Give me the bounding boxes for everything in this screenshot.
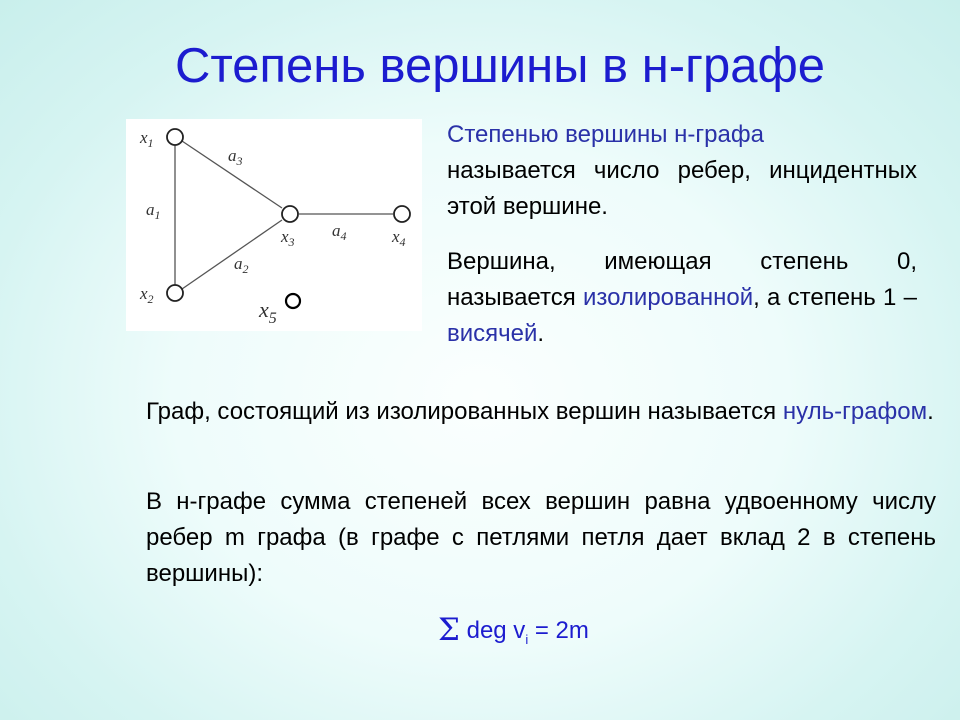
vertex-label-x2: $x_2$ bbox=[140, 284, 154, 306]
isolated-text-3: . bbox=[537, 320, 545, 347]
degree-sum-theorem: В н-графе сумма степеней всех вершин равна удвоенному числу ребер m графа (в графе с петлями петля дает вклад 2 в степень вершины): bbox=[146, 488, 936, 587]
sigma-symbol: Σ bbox=[438, 612, 460, 648]
edge-label-a2: $a_2$ bbox=[234, 254, 249, 276]
term-isolated: изолированной bbox=[582, 284, 754, 311]
vertex-label-x3: $x_3$ bbox=[281, 227, 295, 249]
vertex-x5 bbox=[286, 294, 300, 308]
null-graph-text-1: Граф, состоящий из изолированных вершин называется bbox=[146, 398, 777, 425]
vertex-x3 bbox=[282, 206, 298, 222]
degree-sum-formula bbox=[438, 612, 589, 648]
isolated-text-1: Вершина, имеющая степень 0, называется bbox=[447, 248, 917, 311]
page-title: Степень вершины в н-графе bbox=[174, 39, 826, 93]
edge-a2 bbox=[182, 220, 282, 289]
formula-subscript: i bbox=[525, 631, 529, 647]
vertex-label-x4: $x_4$ bbox=[392, 227, 406, 249]
definition-null-graph bbox=[146, 394, 936, 430]
null-graph-text-2: . bbox=[927, 398, 934, 425]
edge-label-a3: $a_3$ bbox=[228, 146, 243, 168]
vertex-x1 bbox=[167, 129, 183, 145]
vertex-label-x5: $x_5$ bbox=[259, 297, 277, 327]
vertex-x4 bbox=[394, 206, 410, 222]
vertex-x2 bbox=[167, 285, 183, 301]
graph-diagram bbox=[126, 119, 422, 331]
isolated-text-2: , а степень 1 – bbox=[753, 284, 918, 311]
definition-isolated-pendant bbox=[447, 244, 917, 352]
definition-degree-text: называется число ребер, инцидентных этой вершине. bbox=[447, 157, 917, 220]
formula-right: = 2m bbox=[534, 617, 589, 644]
term-pendant: висячей bbox=[447, 320, 538, 347]
graph-svg bbox=[126, 119, 422, 331]
edge-label-a1: $a_1$ bbox=[146, 200, 161, 222]
vertex-label-x1: $x_1$ bbox=[140, 128, 154, 150]
definition-degree bbox=[447, 117, 917, 225]
definition-degree-term: Степенью вершины н-графа bbox=[447, 121, 764, 148]
formula-left: deg v bbox=[466, 617, 526, 644]
term-null-graph: нуль-графом bbox=[782, 398, 928, 425]
edge-label-a4: $a_4$ bbox=[332, 221, 347, 243]
